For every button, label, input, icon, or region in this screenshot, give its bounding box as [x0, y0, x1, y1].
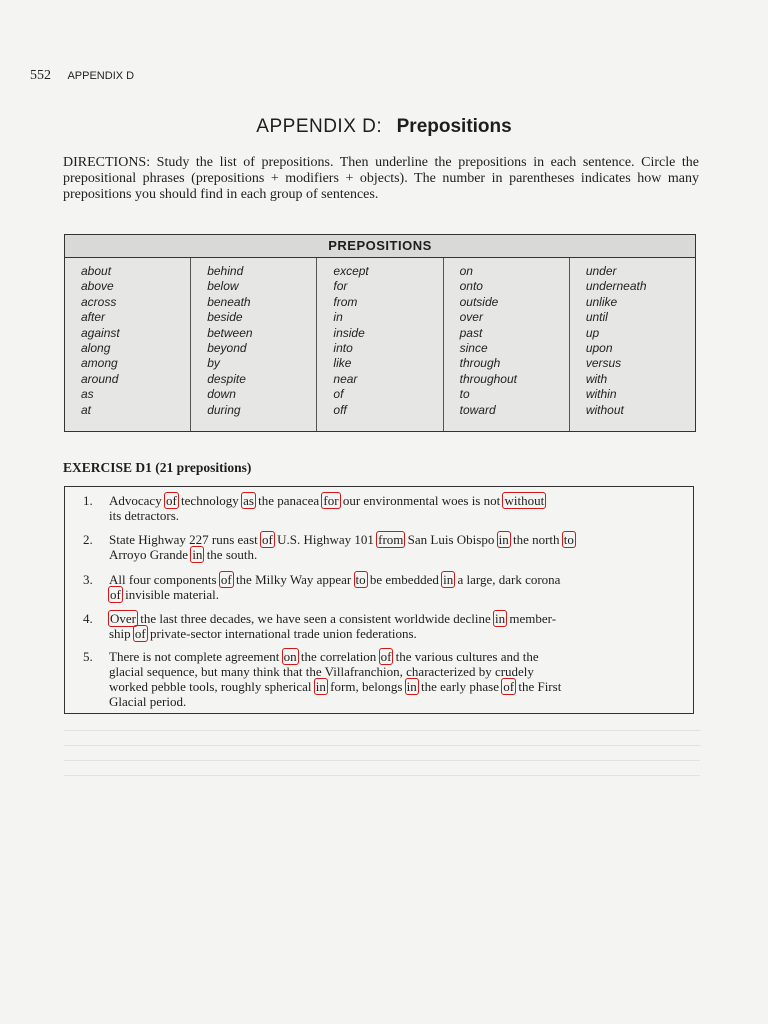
preposition-word: throughout	[459, 371, 517, 386]
running-head	[30, 68, 134, 84]
preposition-word: under	[585, 264, 617, 278]
sentence-text	[109, 572, 674, 602]
sentence-segment: the correlation	[297, 649, 380, 664]
sentence-text	[109, 493, 674, 523]
preposition-word: despite	[207, 371, 246, 386]
preposition-word: across	[81, 294, 117, 309]
sentence-number: 5.	[83, 649, 93, 664]
preposition-word: up	[585, 325, 600, 340]
sentence-segment: the First	[515, 679, 562, 694]
sentence-segment: be embedded	[366, 572, 443, 587]
sentence-number: 1.	[83, 493, 93, 508]
prepositions-column	[191, 258, 317, 431]
sentence-line	[109, 626, 674, 641]
sentence-segment: its detractors.	[109, 508, 180, 523]
preposition-word: down	[207, 387, 236, 402]
circled-preposition: in	[443, 572, 454, 587]
sentence-segment: the panacea	[254, 493, 323, 508]
preposition-word: among	[81, 356, 118, 371]
sentence-number: 3.	[83, 572, 93, 587]
circled-preposition: from	[378, 532, 404, 547]
circled-preposition: of	[134, 626, 146, 641]
preposition-word: from	[333, 294, 358, 309]
sentence-segment: San Luis Obispo	[404, 532, 498, 547]
preposition-word: between	[207, 325, 253, 340]
sentence-line	[109, 508, 674, 523]
sentence-segment: the various cultures and the	[392, 649, 539, 664]
sentence-segment: Arroyo Grande	[109, 547, 192, 562]
sentence-segment: the last three decades, we have seen a consistent worldwide decline	[137, 611, 494, 626]
preposition-word: into	[333, 341, 353, 356]
prepositions-table	[64, 234, 696, 432]
circled-preposition: on	[283, 649, 297, 664]
sentence-text	[109, 532, 674, 562]
circled-preposition: in	[406, 679, 417, 694]
preposition-word: through	[459, 356, 501, 371]
sentence-line	[109, 532, 674, 547]
sentence-segment: form, belongs	[326, 679, 406, 694]
preposition-word: inside	[333, 325, 365, 340]
circled-preposition: of	[165, 493, 177, 508]
preposition-word: like	[333, 356, 352, 371]
directions-paragraph: DIRECTIONS: Study the list of prepositions. Then underline the prepositions in each sentence. Circle the prepositional phrases (prepositions + modifiers + objects). The number in parentheses indicates how many prepositions you should find in each group of sentences.	[63, 155, 699, 202]
sentence-line	[109, 694, 674, 709]
preposition-word: by	[207, 356, 220, 371]
circled-preposition: in	[495, 611, 506, 626]
preposition-word: until	[585, 310, 608, 325]
bleed-through-lines	[64, 730, 700, 800]
sentence-line	[109, 572, 674, 587]
preposition-word: without	[585, 402, 624, 417]
title-main: Prepositions	[396, 116, 512, 137]
sentence-segment: Advocacy	[109, 493, 165, 508]
preposition-word: beyond	[207, 341, 247, 356]
sentence-line	[109, 611, 674, 626]
preposition-word: versus	[585, 356, 622, 371]
exercise-title: EXERCISE D1 (21 prepositions)	[63, 460, 252, 475]
sentence-segment: the Milky Way appear	[232, 572, 355, 587]
sentence-segment: the south.	[203, 547, 258, 562]
prepositions-column	[317, 258, 443, 431]
preposition-word: at	[81, 402, 92, 417]
preposition-word: past	[459, 325, 483, 340]
sentence-segment: Glacial period.	[109, 694, 187, 709]
circled-preposition: of	[262, 532, 273, 547]
circled-preposition: in	[315, 679, 326, 694]
preposition-word: in	[333, 310, 343, 325]
sentence-segment: private-sector international trade union federations.	[146, 626, 417, 641]
sentence-segment: a large, dark corona	[454, 572, 561, 587]
preposition-word: except	[333, 264, 369, 278]
preposition-word: against	[81, 325, 120, 340]
sentence-number: 4.	[83, 611, 93, 626]
circled-preposition: to	[563, 532, 574, 547]
prepositions-table-header: PREPOSITIONS	[65, 235, 695, 258]
preposition-word: onto	[459, 279, 483, 294]
circled-preposition: as	[243, 493, 254, 508]
preposition-word: beneath	[207, 294, 251, 309]
page-number: 552	[30, 68, 51, 83]
sentence-segment: glacial sequence, but many think that the Villafranchion, characterized by crudely	[109, 664, 534, 679]
circled-preposition: for	[323, 493, 339, 508]
circled-preposition: without	[504, 493, 545, 508]
prepositions-column	[444, 258, 570, 431]
circled-preposition: Over	[110, 611, 136, 626]
sentence-segment: invisible material.	[121, 587, 219, 602]
sentence-text	[109, 611, 674, 641]
preposition-word: toward	[459, 402, 496, 417]
running-head-label: APPENDIX D	[67, 70, 135, 82]
sentence-segment: our environmental woes is not	[339, 493, 504, 508]
sentence-segment: worked pebble tools, roughly spherical	[109, 679, 315, 694]
preposition-word: about	[81, 264, 112, 278]
page-title	[0, 116, 768, 138]
sentence-line	[109, 679, 674, 694]
prepositions-column	[570, 258, 695, 431]
sentence-line	[109, 649, 674, 664]
preposition-word: behind	[207, 264, 244, 278]
title-prefix: APPENDIX D:	[256, 116, 383, 137]
preposition-word: to	[459, 387, 470, 402]
preposition-word: unlike	[585, 294, 618, 309]
sentence-segment: the north	[509, 532, 563, 547]
circled-preposition: of	[503, 679, 515, 694]
preposition-word: off	[333, 402, 347, 417]
sentence-line	[109, 493, 674, 508]
circled-preposition: of	[380, 649, 392, 664]
preposition-word: outside	[459, 294, 499, 309]
preposition-word: along	[81, 341, 111, 356]
preposition-word: after	[81, 310, 106, 325]
sentence-segment: U.S. Highway 101	[273, 532, 378, 547]
preposition-word: as	[81, 387, 94, 402]
circled-preposition: of	[110, 587, 121, 602]
sentence-segment: technology	[177, 493, 243, 508]
preposition-word: above	[81, 279, 114, 294]
sentence-segment: member-	[506, 611, 557, 626]
preposition-word: upon	[585, 341, 613, 356]
circled-preposition: to	[355, 572, 366, 587]
preposition-word: with	[585, 371, 608, 386]
preposition-word: since	[459, 341, 488, 356]
circled-preposition: in	[498, 532, 509, 547]
circled-preposition: in	[192, 547, 203, 562]
preposition-word: around	[81, 371, 119, 386]
sentence-line	[109, 664, 674, 679]
preposition-word: of	[333, 387, 344, 402]
preposition-word: within	[585, 387, 617, 402]
sentence-segment: All four components	[109, 572, 220, 587]
sentence-segment: ship	[109, 626, 134, 641]
sentence-number: 2.	[83, 532, 93, 547]
sentence-segment: State Highway 227 runs east	[109, 532, 262, 547]
exercise-box	[64, 486, 694, 714]
sentence-segment: the early phase	[417, 679, 503, 694]
sentence-text	[109, 649, 674, 709]
preposition-word: during	[207, 402, 241, 417]
circled-preposition: of	[220, 572, 232, 587]
sentence-line	[109, 587, 674, 602]
preposition-word: over	[459, 310, 483, 325]
preposition-word: on	[459, 264, 473, 278]
preposition-word: beside	[207, 310, 243, 325]
preposition-word: below	[207, 279, 239, 294]
sentence-line	[109, 547, 674, 562]
sentence-segment: There is not complete agreement	[109, 649, 283, 664]
prepositions-column	[65, 258, 191, 431]
prepositions-columns	[65, 258, 695, 431]
preposition-word: underneath	[585, 279, 647, 294]
preposition-word: for	[333, 279, 348, 294]
preposition-word: near	[333, 371, 358, 386]
